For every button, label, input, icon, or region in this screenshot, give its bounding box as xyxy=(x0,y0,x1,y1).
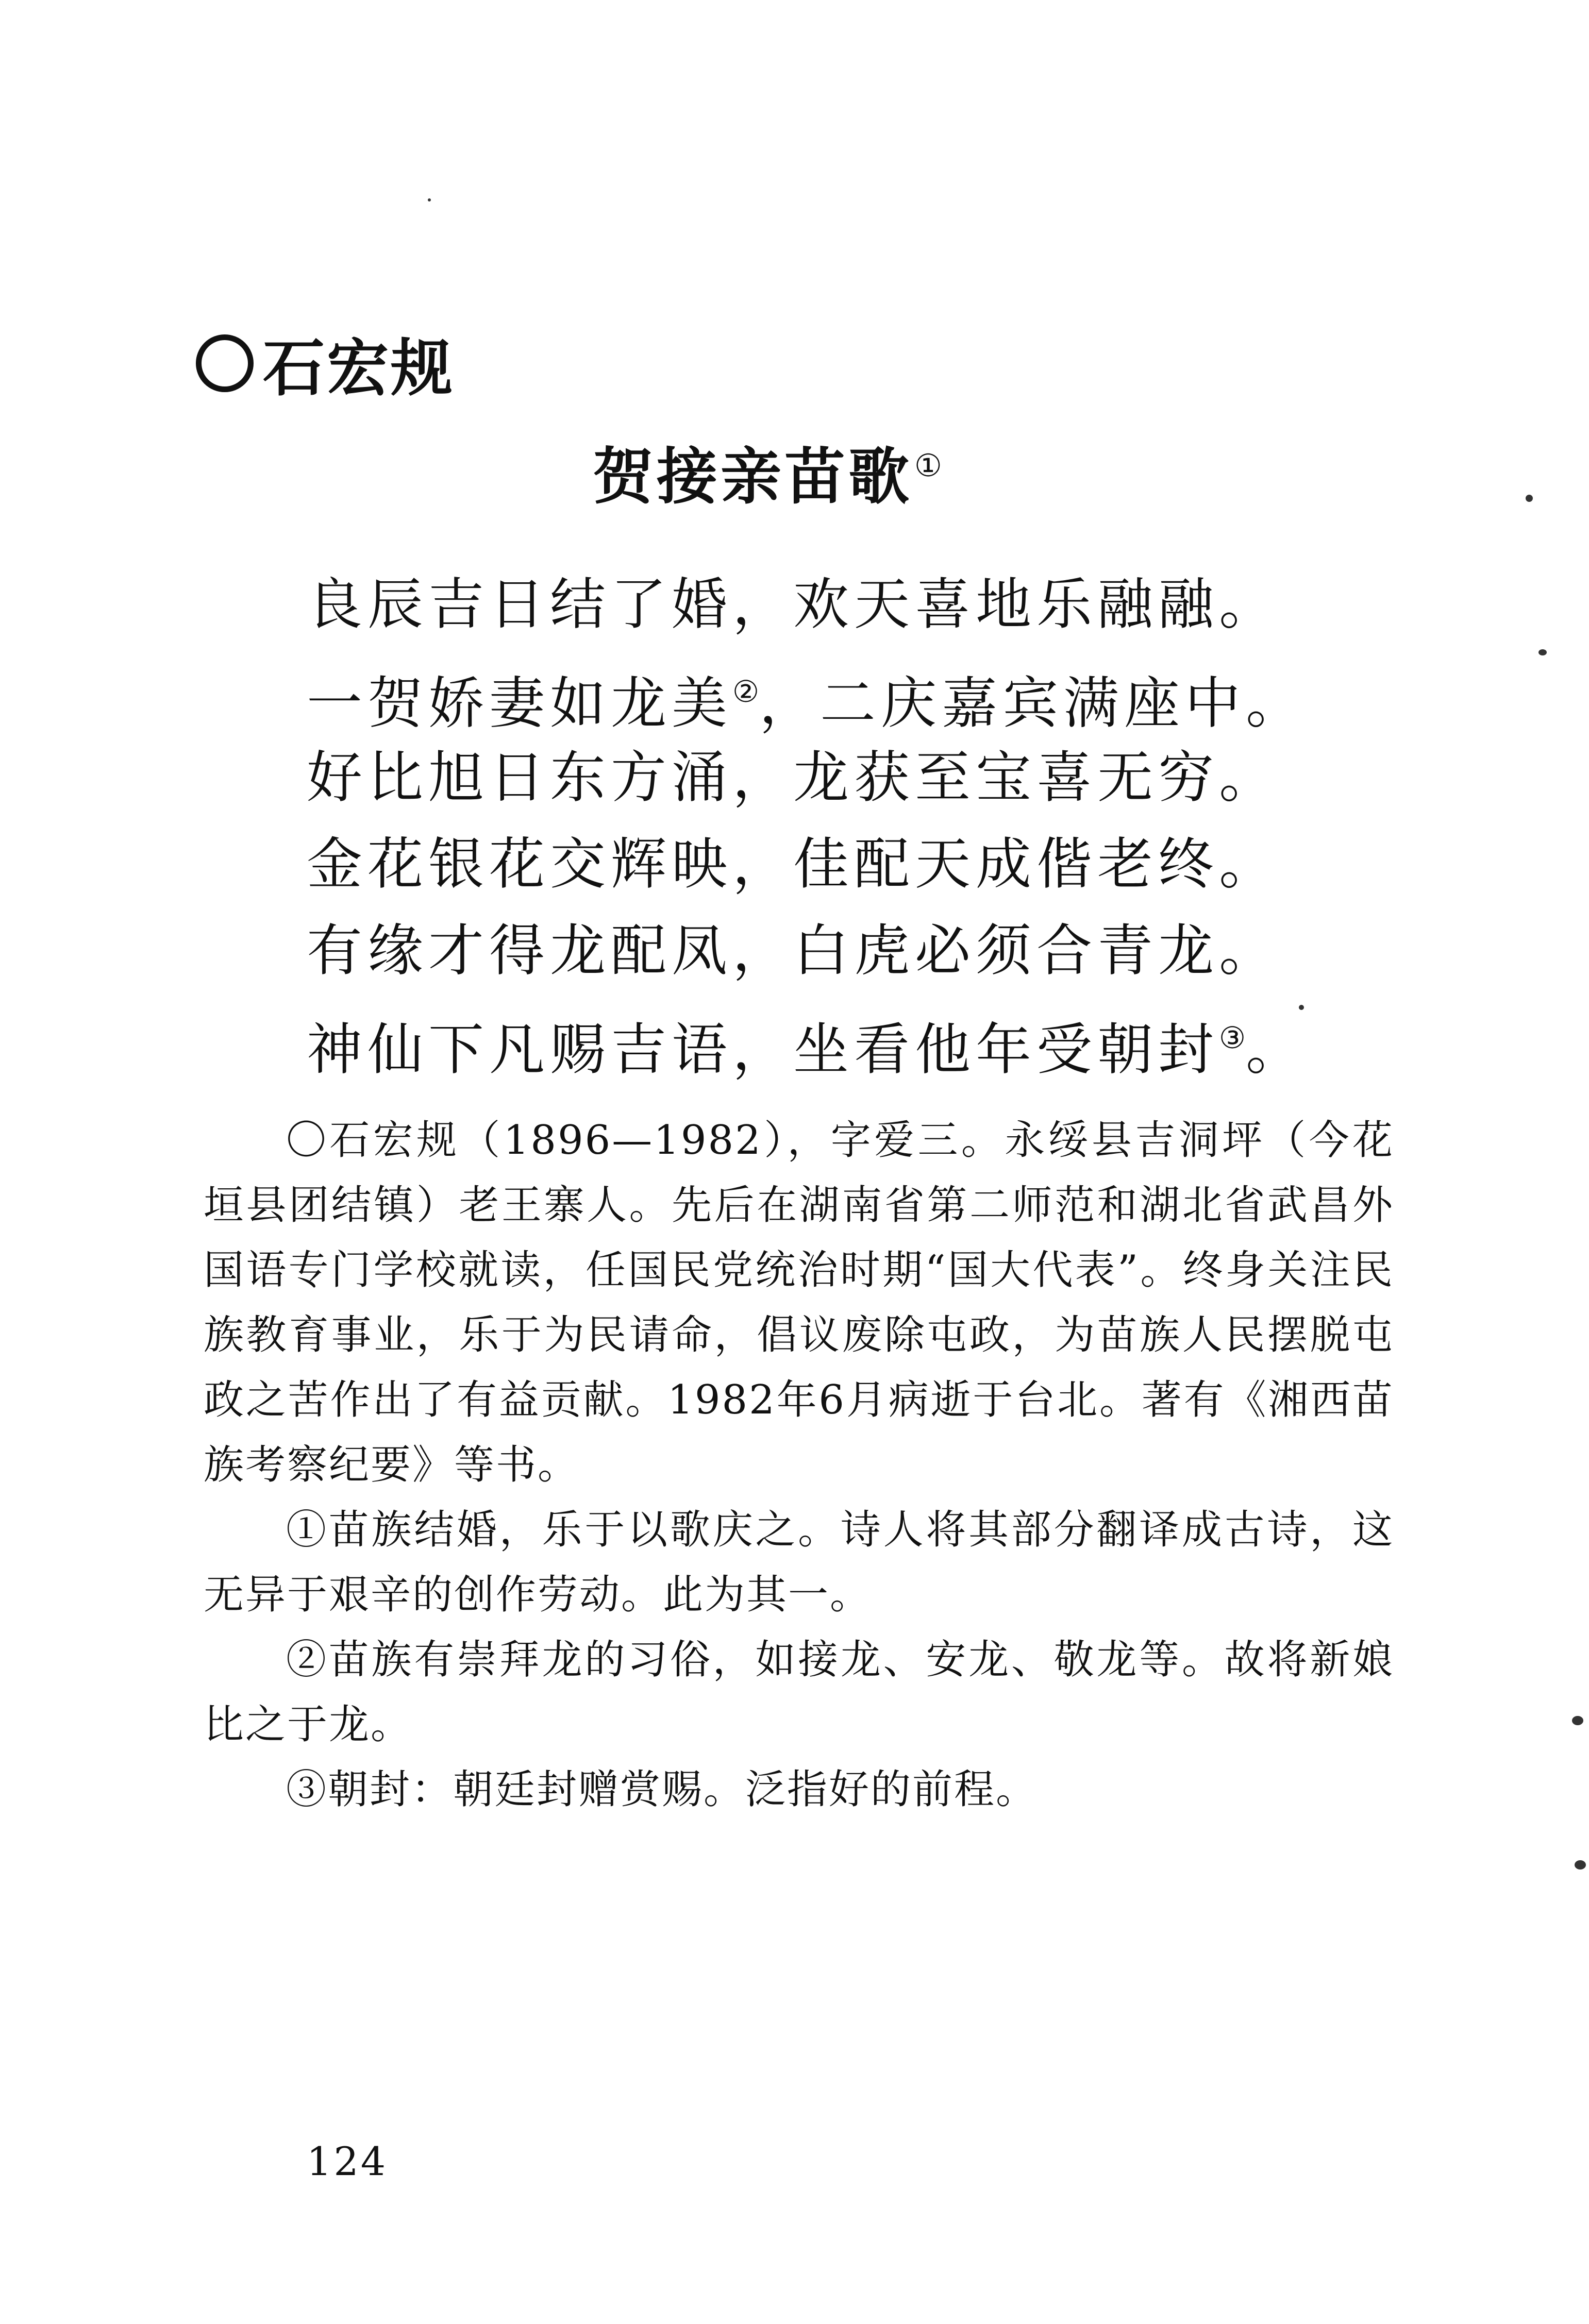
poem-line-tail: 。 xyxy=(1246,1018,1307,1082)
poem-line-1 xyxy=(307,562,1337,648)
scan-speck xyxy=(1572,1716,1583,1725)
poem-line-text: 有缘才得龙配凤，白虎必须合青龙。 xyxy=(307,919,1280,983)
poem-line-5 xyxy=(307,908,1337,995)
poem-line-6 xyxy=(307,995,1337,1081)
author-heading xyxy=(196,319,455,407)
poem-title-note-mark: ① xyxy=(914,448,945,484)
footnote-2: ②苗族有崇拜龙的习俗，如接龙、安龙、敬龙等。故将新娘比之于龙。 xyxy=(204,1637,1394,1748)
poem-line-3 xyxy=(307,735,1337,821)
scan-speck xyxy=(1526,495,1533,502)
poem-line-4 xyxy=(307,821,1337,908)
poem-line-text: 好比旭日东方涌，龙获至宝喜无穷。 xyxy=(307,746,1280,810)
poem-line-tail: ，二庆嘉宾满座中。 xyxy=(759,671,1307,736)
poem-note-mark: ② xyxy=(732,674,760,709)
commentary xyxy=(204,1108,1394,1822)
author-biography: 〇石宏规（1896—1982），字爱三。永绥县吉洞坪（今花垣县团结镇）老王寨人。先后在湖南省第二师范和湖北省武昌外国语专门学校就读，任国民党统治时期“国大代表”。终身关注民族教育事业，乐于为民请命，倡议废除屯政，为苗族人民摆脱屯政之苦作出了有益贡献。1982年6月病逝于台北。著有《湘西苗族考察纪要》等书。 xyxy=(204,1117,1394,1488)
poem-line-text: 神仙下凡赐吉语，坐看他年受朝封 xyxy=(307,1018,1219,1082)
page-number: 124 xyxy=(307,2138,388,2184)
poem-line-2 xyxy=(307,648,1337,735)
poem-body xyxy=(307,562,1337,1081)
poem-title-text: 贺接亲苗歌 xyxy=(593,441,913,512)
scan-speck xyxy=(428,198,431,201)
footnote-1: ①苗族结婚，乐于以歌庆之。诗人将其部分翻译成古诗，这无异于艰辛的创作劳动。此为其一。 xyxy=(204,1507,1394,1618)
poem-line-text: 金花银花交辉映，佳配天成偕老终。 xyxy=(307,832,1280,897)
author-name: 石宏规 xyxy=(263,332,455,405)
scan-speck xyxy=(1538,649,1547,655)
scan-speck xyxy=(1575,1860,1586,1870)
circle-bullet-icon xyxy=(196,334,254,392)
scan-speck xyxy=(1299,1005,1304,1010)
poem-line-text: 一贺娇妻如龙美 xyxy=(307,671,733,736)
poem-title xyxy=(593,428,945,515)
poem-note-mark: ③ xyxy=(1219,1020,1246,1055)
footnote-3: ③朝封：朝廷封赠赏赐。泛指好的前程。 xyxy=(286,1766,1038,1813)
poem-line-text: 良辰吉日结了婚，欢天喜地乐融融。 xyxy=(307,572,1280,637)
